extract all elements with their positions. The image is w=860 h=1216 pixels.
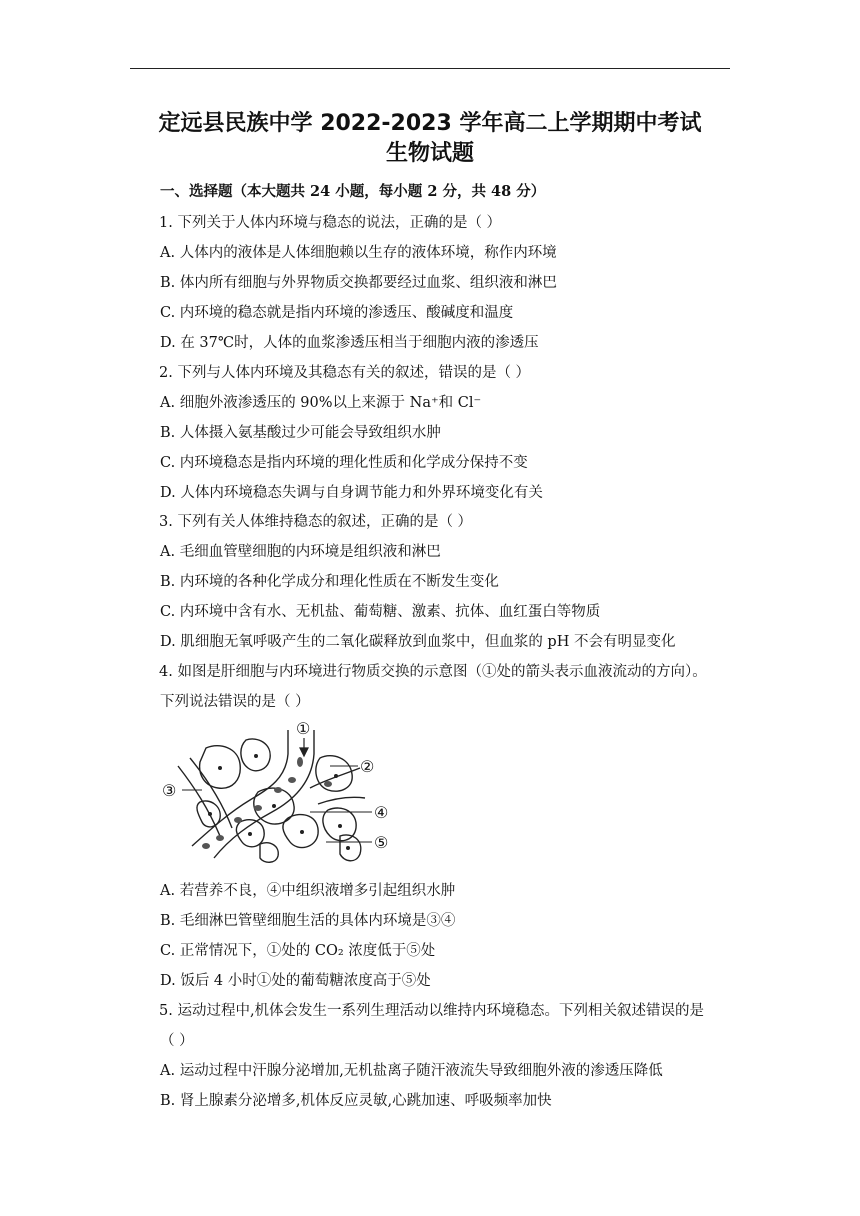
question-4-option-d: D. 饭后 4 小时①处的葡萄糖浓度高于⑤处 xyxy=(160,973,431,989)
label-4: ④ xyxy=(374,803,389,822)
question-3-option-a: A. 毛细血管壁细胞的内环境是组织液和淋巴 xyxy=(160,544,441,560)
question-1-stem: 1. 下列关于人体内环境与稳态的说法，正确的是（ ） xyxy=(159,215,502,231)
question-2-stem: 2. 下列与人体内环境及其稳态有关的叙述，错误的是（ ） xyxy=(159,365,531,381)
question-5-stem: 5. 运动过程中,机体会发生一系列生理活动以维持内环境稳态。下列相关叙述错误的是 xyxy=(159,1003,705,1019)
question-1-option-c: C. 内环境的稳态就是指内环境的渗透压、酸碱度和温度 xyxy=(160,305,514,321)
section-heading: 一、选择题（本大题共 24 小题，每小题 2 分，共 48 分） xyxy=(160,183,546,200)
question-5-option-b: B. 肾上腺素分泌增多,机体反应灵敏,心跳加速、呼吸频率加快 xyxy=(160,1093,552,1109)
question-4-option-c: C. 正常情况下，①处的 CO₂ 浓度低于⑤处 xyxy=(160,943,436,959)
question-2-option-d: D. 人体内环境稳态失调与自身调节能力和外界环境变化有关 xyxy=(160,485,543,501)
question-4-option-a: A. 若营养不良，④中组织液增多引起组织水肿 xyxy=(160,883,456,899)
question-1-option-d: D. 在 37℃时，人体的血浆渗透压相当于细胞内液的渗透压 xyxy=(160,335,539,351)
label-1: ① xyxy=(296,719,311,738)
question-5-option-a: A. 运动过程中汗腺分泌增加,无机盐离子随汗液流失导致细胞外液的渗透压降低 xyxy=(160,1063,663,1079)
question-5-stem-cont: （ ） xyxy=(160,1033,194,1049)
question-4-stem-cont: 下列说法错误的是（ ） xyxy=(160,694,310,710)
label-3: ③ xyxy=(162,781,177,800)
question-1-option-b: B. 体内所有细胞与外界物质交换都要经过血浆、组织液和淋巴 xyxy=(160,275,557,291)
page-subtitle: 生物试题 xyxy=(385,141,474,166)
liver-cell-diagram xyxy=(160,718,400,868)
question-1-option-a: A. 人体内的液体是人体细胞赖以生存的液体环境，称作内环境 xyxy=(160,245,557,261)
question-2-option-c: C. 内环境稳态是指内环境的理化性质和化学成分保持不变 xyxy=(160,455,528,471)
question-3-option-c: C. 内环境中含有水、无机盐、葡萄糖、激素、抗体、血红蛋白等物质 xyxy=(160,604,601,620)
question-2-option-a: A. 细胞外液渗透压的 90%以上来源于 Na⁺和 Cl⁻ xyxy=(160,395,482,411)
question-3-stem: 3. 下列有关人体维持稳态的叙述，正确的是（ ） xyxy=(159,514,473,530)
label-5: ⑤ xyxy=(374,833,389,852)
question-4-stem: 4. 如图是肝细胞与内环境进行物质交换的示意图（①处的箭头表示血液流动的方向）。 xyxy=(159,664,707,680)
label-2: ② xyxy=(360,757,375,776)
question-4-option-b: B. 毛细淋巴管壁细胞生活的具体内环境是③④ xyxy=(160,913,456,929)
question-3-option-b: B. 内环境的各种化学成分和理化性质在不断发生变化 xyxy=(160,574,499,590)
question-2-option-b: B. 人体摄入氨基酸过少可能会导致组织水肿 xyxy=(160,425,441,441)
page-title: 定远县民族中学 2022-2023 学年高二上学期期中考试 xyxy=(158,111,702,136)
question-3-option-d: D. 肌细胞无氧呼吸产生的二氧化碳释放到血浆中，但血浆的 pH 不会有明显变化 xyxy=(160,634,676,650)
header-rule xyxy=(130,68,730,69)
